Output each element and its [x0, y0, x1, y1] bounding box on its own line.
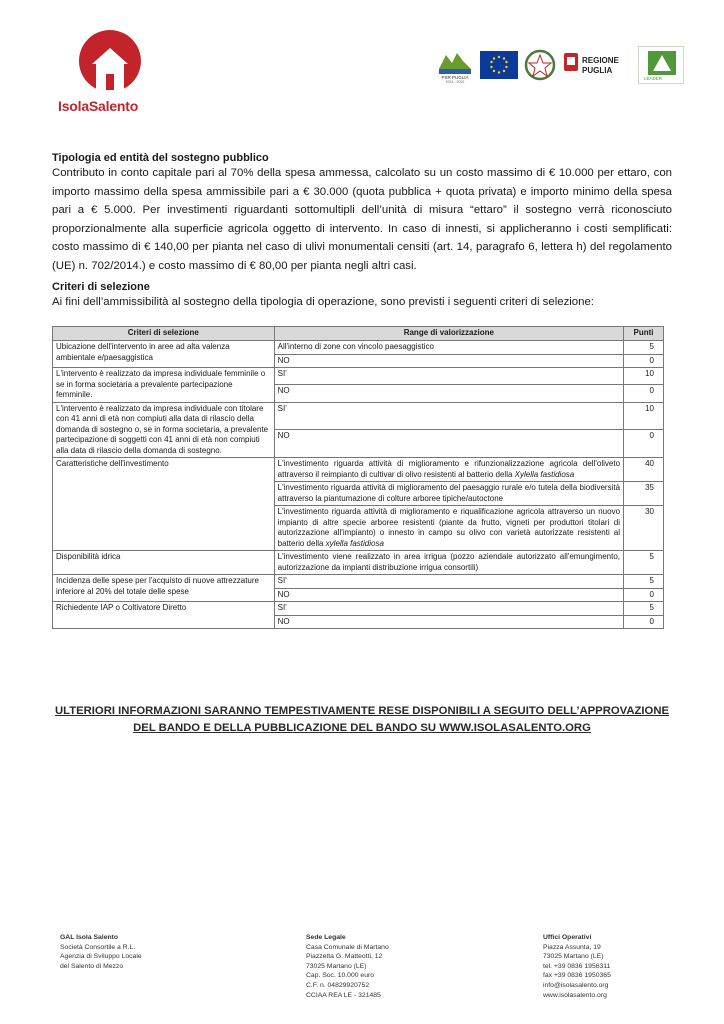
- footer-line: Casa Comunale di Martano: [306, 943, 389, 951]
- range-cell: [274, 402, 623, 430]
- range-text: SI': [277, 369, 287, 378]
- table-row: [53, 368, 664, 385]
- range-text: NO: [277, 355, 290, 365]
- further-info-notice: ULTERIORI INFORMAZIONI SARANNO TEMPESTIVAMENTE RESE DISPONIBILI A SEGUITO DELL’APPROVAZIONE DEL BANDO E DELLA PUBBLICAZIONE DEL BANDO SU WWW.ISOLASALENTO.ORG: [54, 705, 670, 734]
- range-text: NO: [277, 431, 290, 441]
- eu-flag-logo: [480, 51, 518, 79]
- table-header-row: [53, 327, 664, 341]
- svg-text:PSR PUGLIA: PSR PUGLIA: [441, 75, 469, 80]
- criterion-cell: Caratteristiche dell'investimento: [53, 458, 275, 551]
- points-cell: 30: [624, 506, 664, 551]
- support-section-title: Tipologia ed entità del sostegno pubblico: [52, 152, 269, 164]
- footer-col3-title: Uffici Operativi: [543, 934, 592, 941]
- partner-logos: [436, 45, 684, 85]
- footer-website-link[interactable]: www.isolasalento.org: [543, 991, 607, 999]
- points-cell: 35: [624, 482, 664, 506]
- criterion-cell: Ubicazione dell'intervento in aree ad alta valenza ambientale e/paesaggistica: [53, 341, 275, 368]
- points-cell: 5: [624, 551, 664, 575]
- points-cell: 5: [624, 602, 664, 616]
- points-cell: 0: [624, 615, 664, 629]
- footer-legal-seat: [306, 933, 389, 1000]
- range-cell: [274, 551, 623, 575]
- footer-line: Piazzetta G. Matteotti, 12: [306, 953, 383, 961]
- range-cell: [274, 430, 623, 458]
- isola-salento-logo: [40, 20, 180, 120]
- range-text: L'investimento riguarda attività di miglioramento e riqualificazione agricola attraverso un nuovo impianto di altre specie arboree resistenti (piante da frutto, vigneti per produttori titolari di autorizzazione all'impianto) o innesto in campo su olivo con varietà autorizzate resistenti al batterio della: [277, 507, 621, 548]
- range-text: NO: [277, 616, 290, 626]
- points-cell: 0: [624, 588, 664, 602]
- criteria-section-title: Criteri di selezione: [52, 281, 150, 293]
- italian-republic-emblem: [524, 47, 556, 83]
- range-cell: [274, 575, 623, 589]
- criterion-cell: L'intervento è realizzato da impresa individuale femminile o se in forma societaria a prevalente partecipazione femminile.: [53, 368, 275, 403]
- footer-phone: tel. +39 0836 1956311: [543, 962, 611, 970]
- table-row: [53, 551, 664, 575]
- regione-puglia-logo: [562, 47, 632, 83]
- psr-puglia-logo: [436, 47, 474, 83]
- criterion-cell: Disponibilità idrica: [53, 551, 275, 575]
- points-cell: 0: [624, 430, 664, 458]
- range-text: All'interno di zone con vincolo paesaggistico: [277, 342, 434, 351]
- points-cell: 40: [624, 458, 664, 482]
- leader-logo: [638, 46, 684, 84]
- svg-text:PUGLIA: PUGLIA: [582, 66, 613, 75]
- points-cell: 10: [624, 368, 664, 385]
- svg-text:REGIONE: REGIONE: [582, 56, 619, 65]
- footer-line: Società Consortile a R.L.: [60, 943, 136, 951]
- points-cell: 5: [624, 575, 664, 589]
- range-cell: [274, 615, 623, 629]
- range-text: SI': [277, 403, 287, 413]
- header-criteria: Criteri di selezione: [53, 327, 275, 341]
- footer-col2-title: Sede Legale: [306, 934, 346, 941]
- range-text: SI': [277, 576, 287, 585]
- brand-wordmark: IsolaSalento: [58, 98, 139, 114]
- table-row: [53, 575, 664, 589]
- footer-col1-title: GAL Isola Salento: [60, 934, 119, 941]
- svg-text:2014 - 2020: 2014 - 2020: [445, 80, 465, 83]
- range-text: NO: [277, 386, 290, 396]
- footer-line: Piazza Assunta, 19: [543, 943, 601, 951]
- footer-email-link[interactable]: info@isolasalento.org: [543, 981, 609, 989]
- points-cell: 10: [624, 402, 664, 430]
- header-range: Range di valorizzazione: [274, 327, 623, 341]
- criterion-cell: Incidenza delle spese per l'acquisto di nuove attrezzature inferiore al 20% del totale delle spese: [53, 575, 275, 602]
- table-row: [53, 341, 664, 355]
- footer-line: del Salento di Mezzo: [60, 962, 124, 970]
- points-cell: 0: [624, 354, 664, 368]
- range-italic-text: xylella fastidiosa: [325, 538, 384, 548]
- criteria-intro: Ai fini dell’ammissibilità al sostegno della tipologia di operazione, sono previsti i seguenti criteri di selezione:: [52, 296, 594, 308]
- range-cell: [274, 341, 623, 355]
- table-row: [53, 458, 664, 482]
- criterion-cell: L'intervento è realizzato da impresa individuale con titolare con 41 anni di età non compiuti alla data di rilascio della domanda di sostegno o, se in forma societaria, a prevalente partecipazione di soggetti con 41 anni di età non compiuti alla data di rilascio della domanda di sostegno.: [53, 402, 275, 458]
- footer-fax: fax +39 0836 1950365: [543, 972, 611, 980]
- range-cell: [274, 385, 623, 402]
- svg-text:LEADER: LEADER: [644, 76, 663, 81]
- range-cell: [274, 482, 623, 506]
- footer-gal-info: [60, 933, 142, 971]
- footer-line: Agenzia di Sviluppo Locale: [60, 953, 142, 961]
- footer-line: Cap. Soc. 10.000 euro: [306, 972, 375, 980]
- range-cell: [274, 354, 623, 368]
- support-section-text: Contributo in conto capitale pari al 70% della spesa ammessa, calcolato su un costo massimo di € 10.000 per ettaro, con importo massimo della spesa ammissibile pari a € 30.000 (quota pubblica + quota privata) e importo minimo della spesa pari a € 5.000. Per investimenti riguardanti sottomultipli dell’unità di misura “ettaro” il sostegno verrà riconosciuto proporzionalmente alla superficie agricola oggetto di intervento. In caso di innesti, si applicheranno i costi semplificati: costo massimo di € 140,00 per pianta nel caso di ulivi monumentali censiti (art. 14, paragrafo 6, lettera h) del regolamento (UE) n. 702/2014.) e costo massimo di € 80,00 per pianta negli altri casi.: [52, 167, 672, 272]
- range-italic-text: Xylella fastidiosa: [514, 469, 575, 479]
- range-text: L'investimento riguarda attività di miglioramento del paesaggio rurale e/o tutela della biodiversità attraverso la piantumazione di colture arboree tipiche/autoctone: [277, 483, 621, 503]
- points-cell: 0: [624, 385, 664, 402]
- range-text: NO: [277, 589, 290, 599]
- range-cell: [274, 506, 623, 551]
- house-emblem-icon: [40, 20, 180, 100]
- range-text: SI': [277, 603, 287, 612]
- points-cell: 5: [624, 341, 664, 355]
- range-text: L'investimento viene realizzato in area irrigua (pozzo aziendale autorizzato all'emungimento, autorizzazione da impianti distribuzione irrigua consortili): [277, 552, 621, 572]
- criterion-cell: Richiedente IAP o Coltivatore Diretto: [53, 602, 275, 629]
- range-cell: [274, 602, 623, 616]
- footer-line: 73025 Martano (LE): [543, 953, 604, 961]
- footer-line: 73025 Martano (LE): [306, 962, 367, 970]
- footer-line: C.F. n. 04829920752: [306, 981, 370, 989]
- table-row: [53, 402, 664, 430]
- criteria-table: [52, 326, 664, 629]
- range-cell: [274, 588, 623, 602]
- header-points: Punti: [624, 327, 664, 341]
- range-cell: [274, 458, 623, 482]
- table-row: [53, 602, 664, 616]
- range-text: L'investimento riguarda attività di miglioramento e rifunzionalizzazione agricola dell'oliveto attraverso il reimpianto di cultivar di olivo resistenti al batterio della: [277, 459, 621, 479]
- range-cell: [274, 368, 623, 385]
- footer-line: CCIAA REA LE - 321485: [306, 991, 381, 999]
- footer-offices: [543, 933, 611, 1000]
